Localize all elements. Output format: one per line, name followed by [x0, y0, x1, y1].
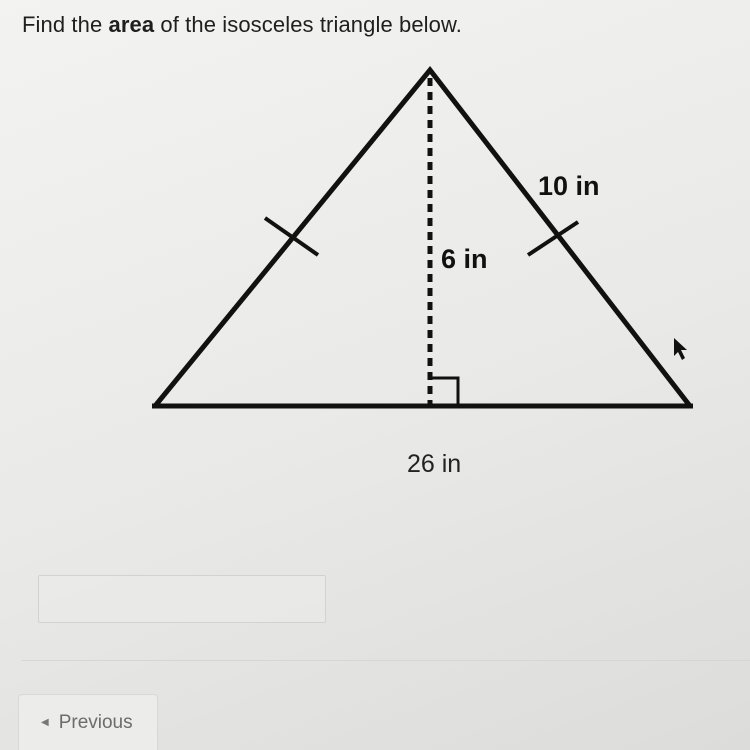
height-label: 6 in: [441, 244, 488, 274]
question-text-bold: area: [108, 12, 155, 37]
caret-left-icon: ◀: [41, 717, 49, 728]
base-label: 26 in: [407, 450, 462, 478]
question-text-start: Find the: [22, 12, 109, 37]
right-angle-marker: [430, 378, 458, 406]
triangle-legs: [155, 70, 690, 406]
divider: [22, 660, 750, 661]
answer-input[interactable]: [38, 575, 326, 623]
question-text-end: of the isosceles triangle below.: [154, 12, 462, 37]
previous-button[interactable]: [18, 694, 158, 750]
mouse-cursor-icon: [674, 338, 687, 360]
previous-label: Previous: [58, 711, 133, 733]
left-tick-mark: [265, 218, 318, 255]
side-label: 10 in: [538, 171, 600, 201]
